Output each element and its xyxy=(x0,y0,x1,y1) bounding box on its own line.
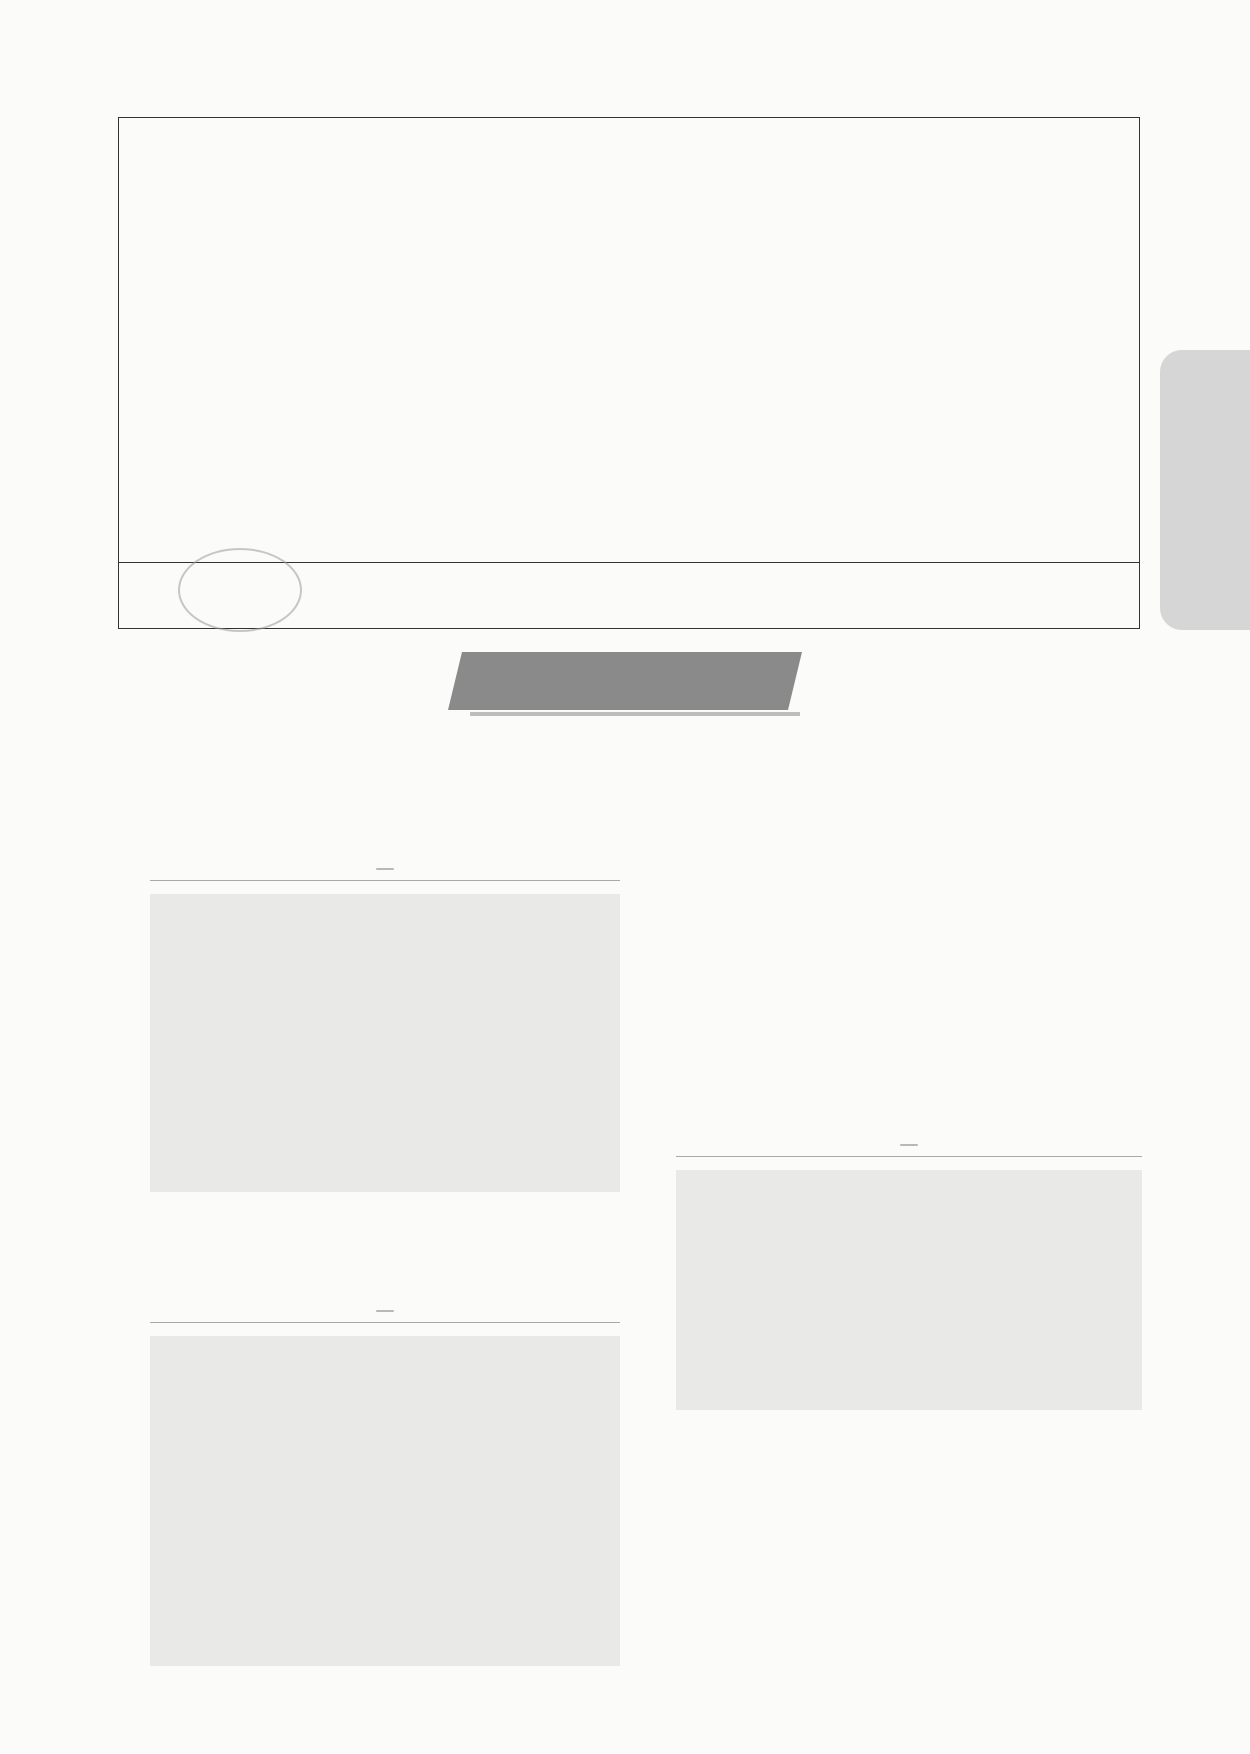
seal-stamp xyxy=(178,548,302,632)
side-tab xyxy=(1160,350,1250,630)
diag-box-2 xyxy=(150,1336,620,1666)
section-banner xyxy=(448,652,802,710)
diag-box-1 xyxy=(150,894,620,1192)
diag-divider-3 xyxy=(676,1144,1142,1168)
banner-underline xyxy=(470,712,800,716)
diag-box-3 xyxy=(676,1170,1142,1410)
answer-box-top xyxy=(118,117,1140,629)
diag-divider-1 xyxy=(150,868,620,892)
diag-divider-2 xyxy=(150,1310,620,1334)
